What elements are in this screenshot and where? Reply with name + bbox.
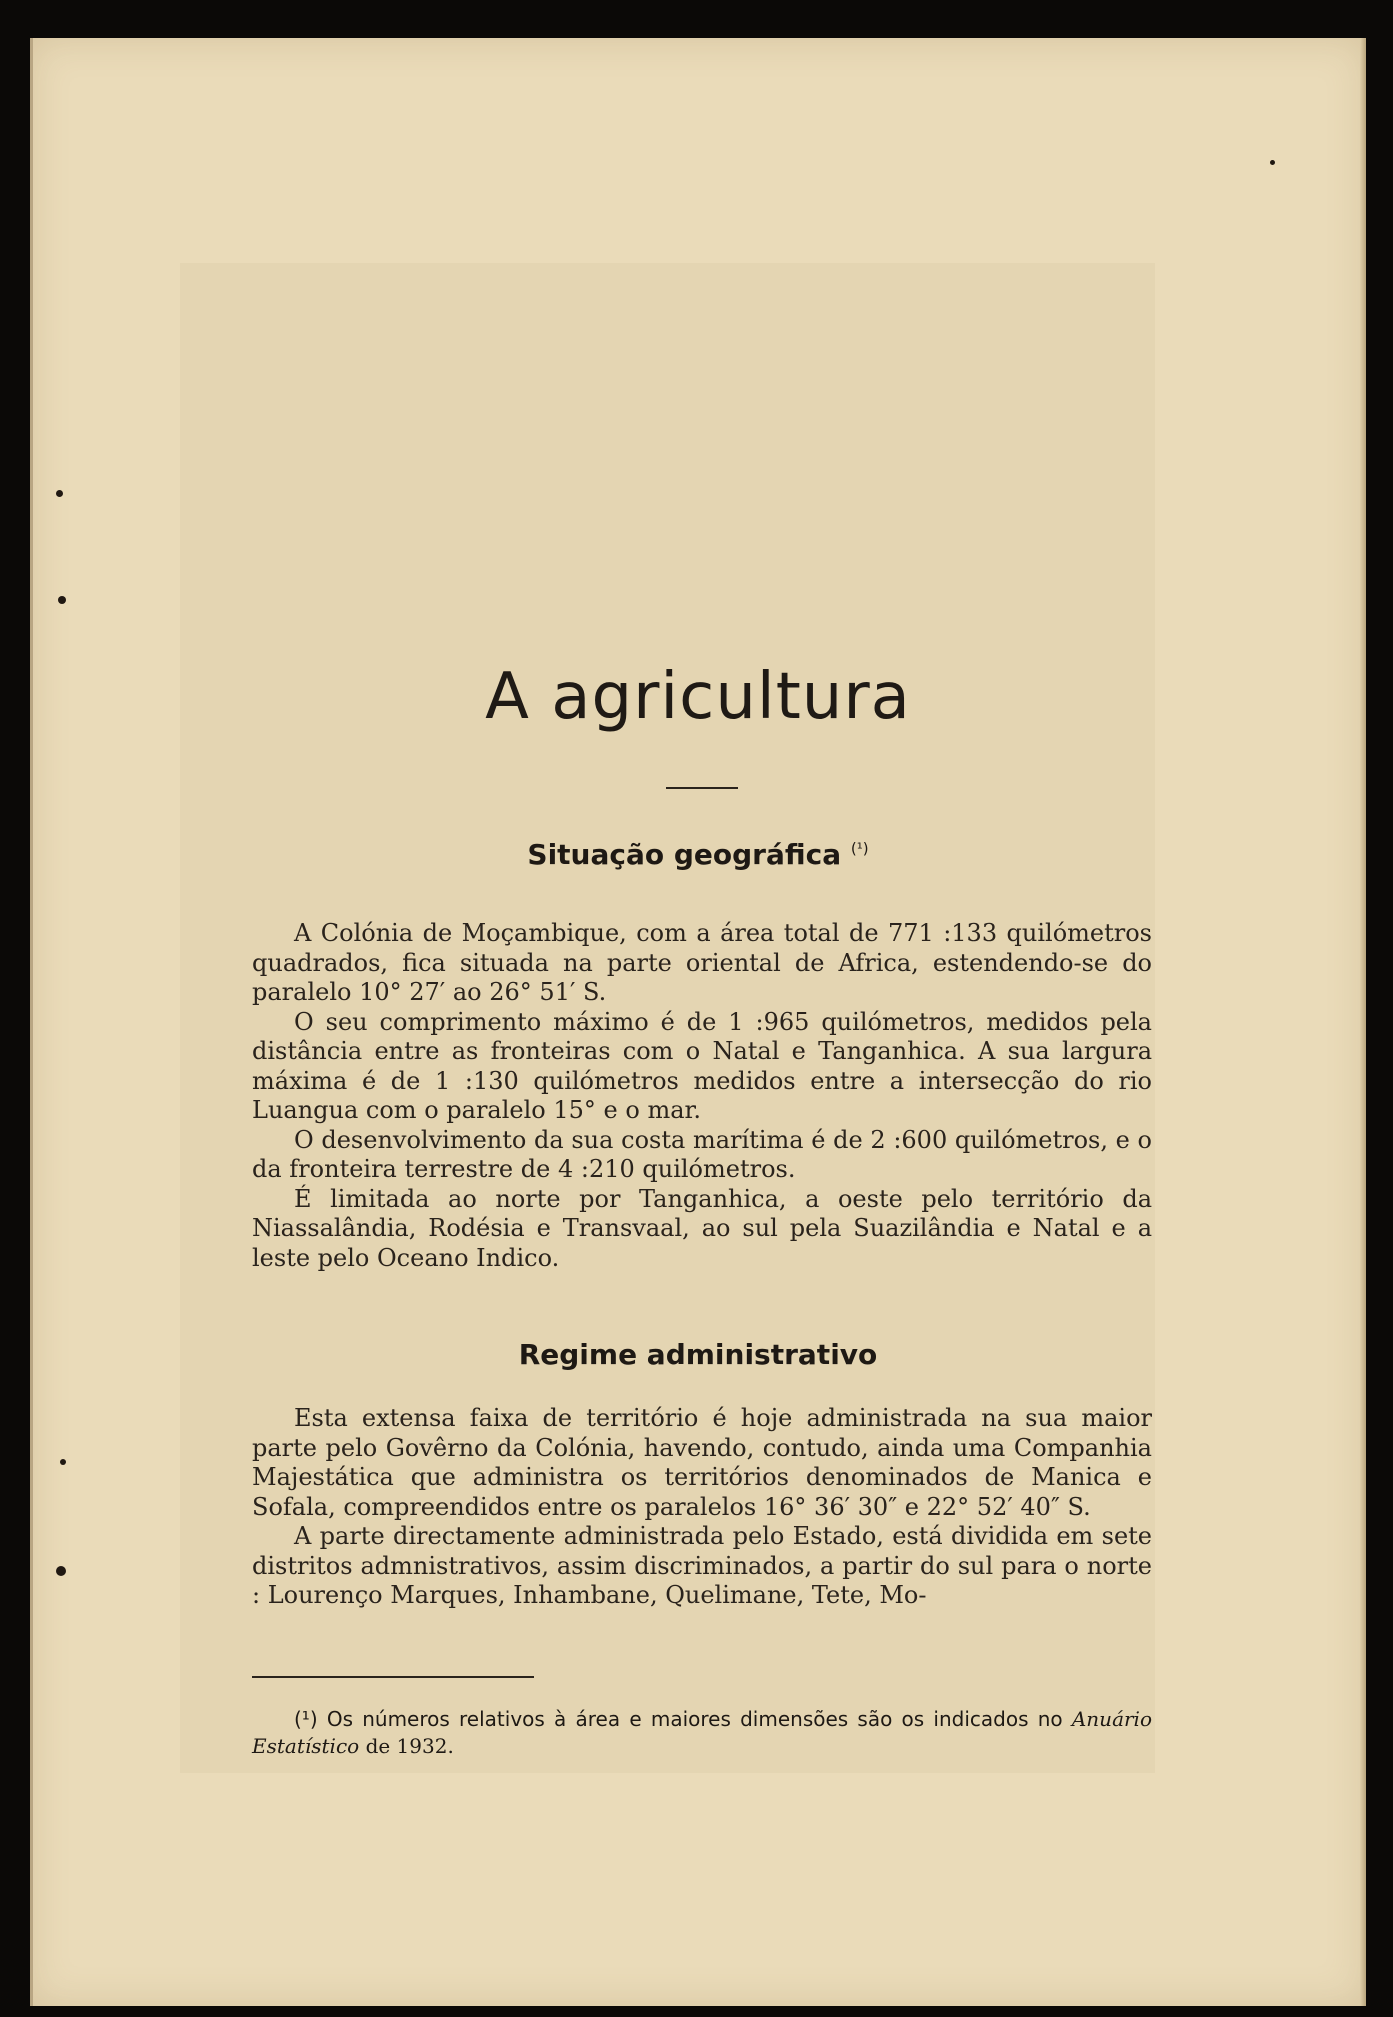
footnote-marker: (¹) bbox=[294, 1707, 318, 1731]
paragraph: A parte directamente administrada pelo Estado, está dividida em sete distritos admnistrativos, assim discriminados, a partir do sul para o norte : Lourenço Marques, Inhambane, Quelimane, Tete, Mo- bbox=[252, 1522, 1152, 1609]
paragraph: O desenvolvimento da sua costa marítima é de 2 :600 quilómetros, e o da fronteira terrestre de 4 :210 quilómetros. bbox=[252, 1125, 1152, 1183]
section-heading-regime: Regime administrativo bbox=[518, 1338, 878, 1371]
footnote-divider bbox=[252, 1676, 534, 1678]
footnote-reference: (¹) bbox=[850, 839, 869, 858]
footnote bbox=[252, 1706, 1152, 1760]
page-edge bbox=[1360, 38, 1366, 2006]
binding-hole-mark bbox=[56, 1566, 66, 1576]
section-heading-text: Situação geográfica bbox=[527, 838, 842, 871]
paragraph: Esta extensa faixa de território é hoje administrada na sua maior parte pelo Govêrno da Colónia, havendo, contudo, ainda uma Companhia Majestática que administra os territórios denominados de Manica e Sofala, compreendidos entre os paralelos 16° 36′ 30″ e 22° 52′ 40″ S. bbox=[252, 1404, 1152, 1521]
binding-hole-mark bbox=[60, 1459, 66, 1465]
paragraph: A Colónia de Moçambique, com a área total de 771 :133 quilómetros quadrados, fica situada na parte oriental de Africa, estendendo-se do paralelo 10° 27′ ao 26° 51′ S. bbox=[252, 919, 1152, 1006]
page-title: A agricultura bbox=[485, 660, 911, 734]
ink-speck bbox=[1270, 160, 1275, 165]
binding-hole-mark bbox=[58, 596, 66, 604]
footnote-text: Os números relativos à área e maiores dimensões são os indicados no bbox=[326, 1707, 1063, 1731]
binding-hole-mark bbox=[56, 490, 63, 497]
section-body-regime bbox=[252, 1404, 1152, 1611]
paragraph: É limitada ao norte por Tanganhica, a oeste pelo território da Niassalândia, Rodésia e Transvaal, ao sul pela Suazilândia e Natal e a leste pelo Oceano Indico. bbox=[252, 1184, 1152, 1272]
scanned-page bbox=[30, 38, 1366, 2006]
footnote-year: de 1932. bbox=[365, 1734, 454, 1758]
section-heading-situacao bbox=[30, 838, 1366, 871]
paragraph: O seu comprimento máximo é de 1 :965 quilómetros, medidos pela distância entre as fronteiras com o Natal e Tanganhica. A sua largura máxima é de 1 :130 quilómetros medidos entre a intersecção do rio Luangua com o paralelo 15° e o mar. bbox=[252, 1007, 1152, 1124]
title-divider bbox=[666, 787, 738, 789]
page-fold-shadow bbox=[30, 38, 33, 2006]
section-body-situacao bbox=[252, 919, 1152, 1273]
footnote-source: Anuário Estatístico bbox=[252, 1707, 1152, 1758]
